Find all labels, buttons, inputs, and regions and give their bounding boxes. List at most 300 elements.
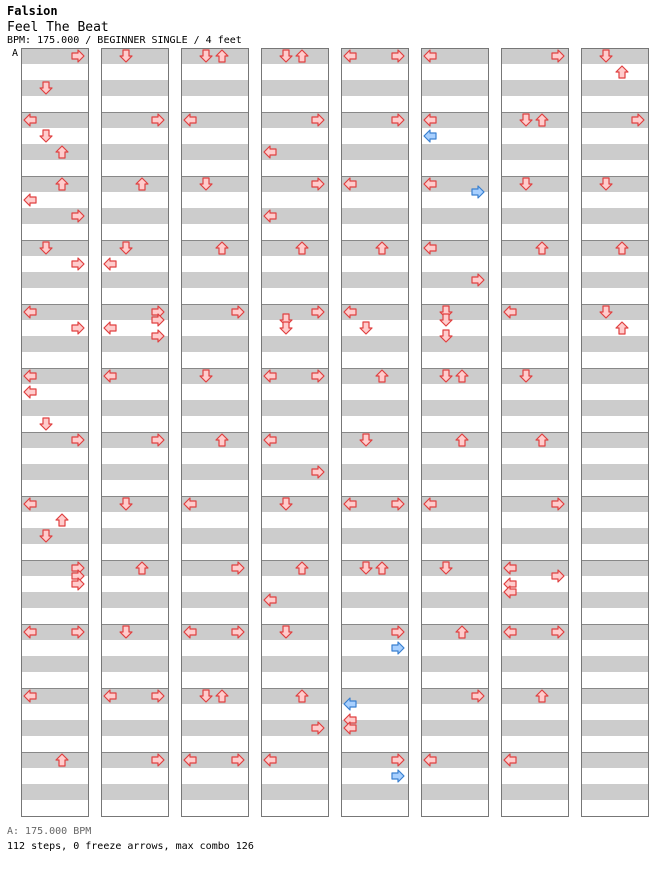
beat-stripe: [581, 208, 648, 224]
beat-stripe: [501, 240, 568, 256]
beat-stripe: [101, 176, 168, 192]
beat-stripe: [181, 608, 248, 624]
beat-stripe: [341, 64, 408, 80]
beat-stripe: [421, 480, 488, 496]
beat-stripe: [501, 416, 568, 432]
beat-stripe: [421, 608, 488, 624]
beat-stripe: [261, 128, 328, 144]
beat-stripe: [101, 480, 168, 496]
beat-stripe: [341, 544, 408, 560]
beat-stripe: [581, 480, 648, 496]
beat-stripe: [261, 192, 328, 208]
beat-stripe: [421, 368, 488, 384]
beat-stripe: [581, 368, 648, 384]
beat-stripe: [341, 128, 408, 144]
beat-stripe: [501, 768, 568, 784]
beat-stripe: [181, 512, 248, 528]
beat-stripe: [421, 464, 488, 480]
beat-stripe: [501, 224, 568, 240]
beat-stripe: [501, 736, 568, 752]
beat-stripe: [501, 640, 568, 656]
beat-stripe: [261, 384, 328, 400]
beat-stripe: [581, 416, 648, 432]
beat-stripe: [341, 160, 408, 176]
beat-stripe: [21, 464, 88, 480]
beat-stripe: [341, 608, 408, 624]
beat-stripe: [101, 528, 168, 544]
beat-stripe: [421, 64, 488, 80]
beat-stripe: [21, 96, 88, 112]
bpm-marker: A: [12, 48, 19, 59]
beat-stripe: [581, 624, 648, 640]
beat-stripe: [21, 704, 88, 720]
chart-info: BPM: 175.000 / BEGINNER SINGLE / 4 feet: [7, 35, 242, 46]
beat-stripe: [581, 784, 648, 800]
beat-stripe: [261, 784, 328, 800]
beat-stripe: [501, 800, 568, 816]
beat-stripe: [501, 432, 568, 448]
beat-stripe: [341, 208, 408, 224]
beat-stripe: [21, 336, 88, 352]
beat-stripe: [101, 352, 168, 368]
beat-stripe: [261, 624, 328, 640]
beat-stripe: [21, 608, 88, 624]
beat-stripe: [101, 544, 168, 560]
beat-stripe: [181, 96, 248, 112]
beat-stripe: [341, 656, 408, 672]
beat-stripe: [501, 192, 568, 208]
beat-stripe: [261, 336, 328, 352]
beat-stripe: [501, 64, 568, 80]
beat-stripe: [341, 592, 408, 608]
beat-stripe: [421, 784, 488, 800]
beat-stripe: [101, 128, 168, 144]
beat-stripe: [581, 672, 648, 688]
beat-stripe: [181, 448, 248, 464]
beat-stripe: [581, 640, 648, 656]
beat-stripe: [421, 224, 488, 240]
beat-stripe: [181, 432, 248, 448]
beat-stripe: [21, 480, 88, 496]
beat-stripe: [501, 688, 568, 704]
beat-stripe: [101, 496, 168, 512]
beat-stripe: [21, 352, 88, 368]
beat-stripe: [501, 400, 568, 416]
beat-stripe: [581, 768, 648, 784]
beat-stripe: [501, 256, 568, 272]
beat-stripe: [261, 800, 328, 816]
beat-stripe: [101, 672, 168, 688]
beat-stripe: [581, 560, 648, 576]
beat-stripe: [21, 720, 88, 736]
beat-stripe: [421, 640, 488, 656]
beat-stripe: [261, 512, 328, 528]
bpm-footer: A: 175.000 BPM: [7, 826, 92, 837]
chart-stats: 112 steps, 0 freeze arrows, max combo 126: [7, 841, 254, 852]
beat-stripe: [261, 640, 328, 656]
beat-stripe: [581, 464, 648, 480]
beat-stripe: [101, 560, 168, 576]
beat-stripe: [21, 160, 88, 176]
beat-stripe: [101, 192, 168, 208]
beat-stripe: [341, 224, 408, 240]
beat-stripe: [341, 336, 408, 352]
beat-stripe: [421, 736, 488, 752]
beat-stripe: [501, 272, 568, 288]
beat-stripe: [581, 592, 648, 608]
beat-stripe: [421, 256, 488, 272]
beat-stripe: [101, 144, 168, 160]
beat-stripe: [21, 656, 88, 672]
beat-stripe: [421, 800, 488, 816]
beat-stripe: [581, 272, 648, 288]
beat-stripe: [261, 160, 328, 176]
beat-stripe: [581, 720, 648, 736]
beat-stripe: [21, 752, 88, 768]
song-title: Feel The Beat: [7, 20, 109, 35]
beat-stripe: [21, 224, 88, 240]
beat-stripe: [261, 672, 328, 688]
beat-stripe: [501, 336, 568, 352]
chart-column: [21, 48, 89, 817]
beat-stripe: [21, 272, 88, 288]
beat-stripe: [421, 592, 488, 608]
beat-stripe: [581, 96, 648, 112]
chart-column: [261, 48, 329, 817]
chart-column: [501, 48, 569, 817]
beat-stripe: [101, 464, 168, 480]
beat-stripe: [341, 256, 408, 272]
beat-stripe: [101, 784, 168, 800]
beat-stripe: [581, 576, 648, 592]
beat-stripe: [421, 704, 488, 720]
beat-stripe: [21, 528, 88, 544]
beat-stripe: [341, 240, 408, 256]
beat-stripe: [181, 352, 248, 368]
beat-stripe: [181, 544, 248, 560]
beat-stripe: [21, 448, 88, 464]
beat-stripe: [181, 336, 248, 352]
beat-stripe: [341, 480, 408, 496]
beat-stripe: [421, 144, 488, 160]
beat-stripe: [581, 608, 648, 624]
beat-stripe: [101, 576, 168, 592]
beat-stripe: [421, 352, 488, 368]
beat-stripe: [501, 320, 568, 336]
beat-stripe: [181, 144, 248, 160]
beat-stripe: [101, 736, 168, 752]
beat-stripe: [21, 768, 88, 784]
beat-stripe: [261, 608, 328, 624]
beat-stripe: [101, 64, 168, 80]
beat-stripe: [421, 768, 488, 784]
beat-stripe: [181, 384, 248, 400]
beat-stripe: [261, 416, 328, 432]
beat-stripe: [341, 96, 408, 112]
beat-stripe: [261, 704, 328, 720]
beat-stripe: [581, 512, 648, 528]
beat-stripe: [421, 416, 488, 432]
beat-stripe: [581, 304, 648, 320]
beat-stripe: [101, 656, 168, 672]
beat-stripe: [21, 416, 88, 432]
beat-stripe: [501, 96, 568, 112]
beat-stripe: [421, 208, 488, 224]
beat-stripe: [421, 624, 488, 640]
beat-stripe: [421, 560, 488, 576]
beat-stripe: [101, 448, 168, 464]
beat-stripe: [421, 96, 488, 112]
beat-stripe: [581, 384, 648, 400]
beat-stripe: [341, 320, 408, 336]
beat-stripe: [341, 352, 408, 368]
beat-stripe: [261, 448, 328, 464]
beat-stripe: [261, 272, 328, 288]
beat-stripe: [501, 672, 568, 688]
beat-stripe: [181, 400, 248, 416]
beat-stripe: [21, 592, 88, 608]
beat-stripe: [581, 256, 648, 272]
beat-stripe: [261, 96, 328, 112]
beat-stripe: [101, 768, 168, 784]
beat-stripe: [261, 688, 328, 704]
beat-stripe: [261, 224, 328, 240]
beat-stripe: [501, 112, 568, 128]
beat-stripe: [21, 80, 88, 96]
beat-stripe: [341, 512, 408, 528]
beat-stripe: [101, 288, 168, 304]
beat-stripe: [101, 592, 168, 608]
beat-stripe: [341, 672, 408, 688]
beat-stripe: [181, 192, 248, 208]
beat-stripe: [341, 448, 408, 464]
beat-stripe: [21, 240, 88, 256]
beat-stripe: [341, 192, 408, 208]
beat-stripe: [581, 192, 648, 208]
beat-stripe: [581, 320, 648, 336]
beat-stripe: [581, 176, 648, 192]
beat-stripe: [101, 720, 168, 736]
beat-stripe: [421, 320, 488, 336]
beat-stripe: [181, 160, 248, 176]
beat-stripe: [581, 336, 648, 352]
beat-stripe: [261, 64, 328, 80]
beat-stripe: [101, 512, 168, 528]
artist-name: Falsion: [7, 4, 58, 18]
beat-stripe: [421, 400, 488, 416]
beat-stripe: [581, 144, 648, 160]
beat-stripe: [21, 144, 88, 160]
beat-stripe: [421, 160, 488, 176]
beat-stripe: [421, 544, 488, 560]
beat-stripe: [261, 560, 328, 576]
beat-stripe: [101, 800, 168, 816]
beat-stripe: [101, 400, 168, 416]
beat-stripe: [181, 576, 248, 592]
beat-stripe: [421, 720, 488, 736]
beat-stripe: [341, 384, 408, 400]
beat-stripe: [261, 736, 328, 752]
beat-stripe: [421, 304, 488, 320]
chart-column: [581, 48, 649, 817]
beat-stripe: [341, 576, 408, 592]
beat-stripe: [581, 752, 648, 768]
beat-stripe: [101, 640, 168, 656]
beat-stripe: [181, 736, 248, 752]
beat-stripe: [21, 64, 88, 80]
beat-stripe: [181, 272, 248, 288]
beat-stripe: [581, 736, 648, 752]
beat-stripe: [261, 48, 328, 64]
beat-stripe: [181, 240, 248, 256]
beat-stripe: [421, 384, 488, 400]
beat-stripe: [101, 208, 168, 224]
beat-stripe: [181, 368, 248, 384]
beat-stripe: [341, 736, 408, 752]
beat-stripe: [421, 288, 488, 304]
beat-stripe: [581, 160, 648, 176]
beat-stripe: [501, 608, 568, 624]
beat-stripe: [181, 256, 248, 272]
beat-stripe: [181, 320, 248, 336]
beat-stripe: [341, 432, 408, 448]
beat-stripe: [501, 464, 568, 480]
beat-stripe: [101, 272, 168, 288]
beat-stripe: [501, 128, 568, 144]
beat-stripe: [341, 528, 408, 544]
beat-stripe: [581, 48, 648, 64]
beat-stripe: [181, 48, 248, 64]
beat-stripe: [501, 288, 568, 304]
beat-stripe: [501, 784, 568, 800]
chart-column: [181, 48, 249, 817]
beat-stripe: [581, 288, 648, 304]
beat-stripe: [341, 464, 408, 480]
beat-stripe: [21, 288, 88, 304]
beat-stripe: [341, 288, 408, 304]
beat-stripe: [341, 800, 408, 816]
beat-stripe: [501, 176, 568, 192]
beat-stripe: [261, 496, 328, 512]
beat-stripe: [501, 384, 568, 400]
beat-stripe: [581, 352, 648, 368]
beat-stripe: [101, 704, 168, 720]
beat-stripe: [581, 400, 648, 416]
beat-stripe: [261, 480, 328, 496]
beat-stripe: [101, 240, 168, 256]
beat-stripe: [101, 80, 168, 96]
beat-stripe: [261, 656, 328, 672]
beat-stripe: [501, 144, 568, 160]
beat-stripe: [581, 448, 648, 464]
beat-stripe: [341, 80, 408, 96]
beat-stripe: [261, 768, 328, 784]
beat-stripe: [261, 352, 328, 368]
beat-stripe: [341, 416, 408, 432]
beat-stripe: [181, 288, 248, 304]
beat-stripe: [501, 544, 568, 560]
beat-stripe: [501, 656, 568, 672]
beat-stripe: [21, 176, 88, 192]
beat-stripe: [101, 160, 168, 176]
beat-stripe: [181, 416, 248, 432]
beat-stripe: [21, 640, 88, 656]
beat-stripe: [261, 80, 328, 96]
beat-stripe: [581, 704, 648, 720]
beat-stripe: [341, 400, 408, 416]
beat-stripe: [501, 480, 568, 496]
beat-stripe: [181, 480, 248, 496]
beat-stripe: [101, 224, 168, 240]
beat-stripe: [501, 160, 568, 176]
beat-stripe: [581, 688, 648, 704]
beat-stripe: [341, 272, 408, 288]
beat-stripe: [581, 432, 648, 448]
beat-stripe: [341, 144, 408, 160]
beat-stripe: [421, 576, 488, 592]
beat-stripe: [21, 512, 88, 528]
beat-stripe: [21, 736, 88, 752]
beat-stripe: [21, 128, 88, 144]
beat-stripe: [21, 672, 88, 688]
beat-stripe: [181, 672, 248, 688]
beat-stripe: [261, 528, 328, 544]
beat-stripe: [261, 240, 328, 256]
beat-stripe: [421, 512, 488, 528]
beat-stripe: [181, 768, 248, 784]
beat-stripe: [181, 656, 248, 672]
beat-stripe: [421, 448, 488, 464]
beat-stripe: [181, 224, 248, 240]
beat-stripe: [581, 528, 648, 544]
beat-stripe: [261, 288, 328, 304]
beat-stripe: [21, 544, 88, 560]
beat-stripe: [581, 240, 648, 256]
beat-stripe: [181, 640, 248, 656]
beat-stripe: [421, 528, 488, 544]
beat-stripe: [501, 720, 568, 736]
beat-stripe: [421, 656, 488, 672]
beat-stripe: [581, 224, 648, 240]
beat-stripe: [181, 720, 248, 736]
beat-stripe: [581, 496, 648, 512]
beat-stripe: [261, 544, 328, 560]
beat-stripe: [181, 592, 248, 608]
beat-stripe: [261, 320, 328, 336]
beat-stripe: [501, 528, 568, 544]
beat-stripe: [501, 352, 568, 368]
beat-stripe: [341, 784, 408, 800]
beat-stripe: [421, 80, 488, 96]
beat-stripe: [581, 800, 648, 816]
beat-stripe: [341, 560, 408, 576]
beat-stripe: [421, 336, 488, 352]
beat-stripe: [581, 128, 648, 144]
beat-stripe: [21, 784, 88, 800]
beat-stripe: [181, 784, 248, 800]
beat-stripe: [181, 528, 248, 544]
beat-stripe: [181, 176, 248, 192]
beat-stripe: [181, 64, 248, 80]
beat-stripe: [181, 688, 248, 704]
beat-stripe: [21, 400, 88, 416]
beat-stripe: [181, 800, 248, 816]
beat-stripe: [421, 432, 488, 448]
beat-stripe: [181, 208, 248, 224]
beat-stripe: [581, 80, 648, 96]
beat-stripe: [261, 400, 328, 416]
beat-stripe: [101, 384, 168, 400]
